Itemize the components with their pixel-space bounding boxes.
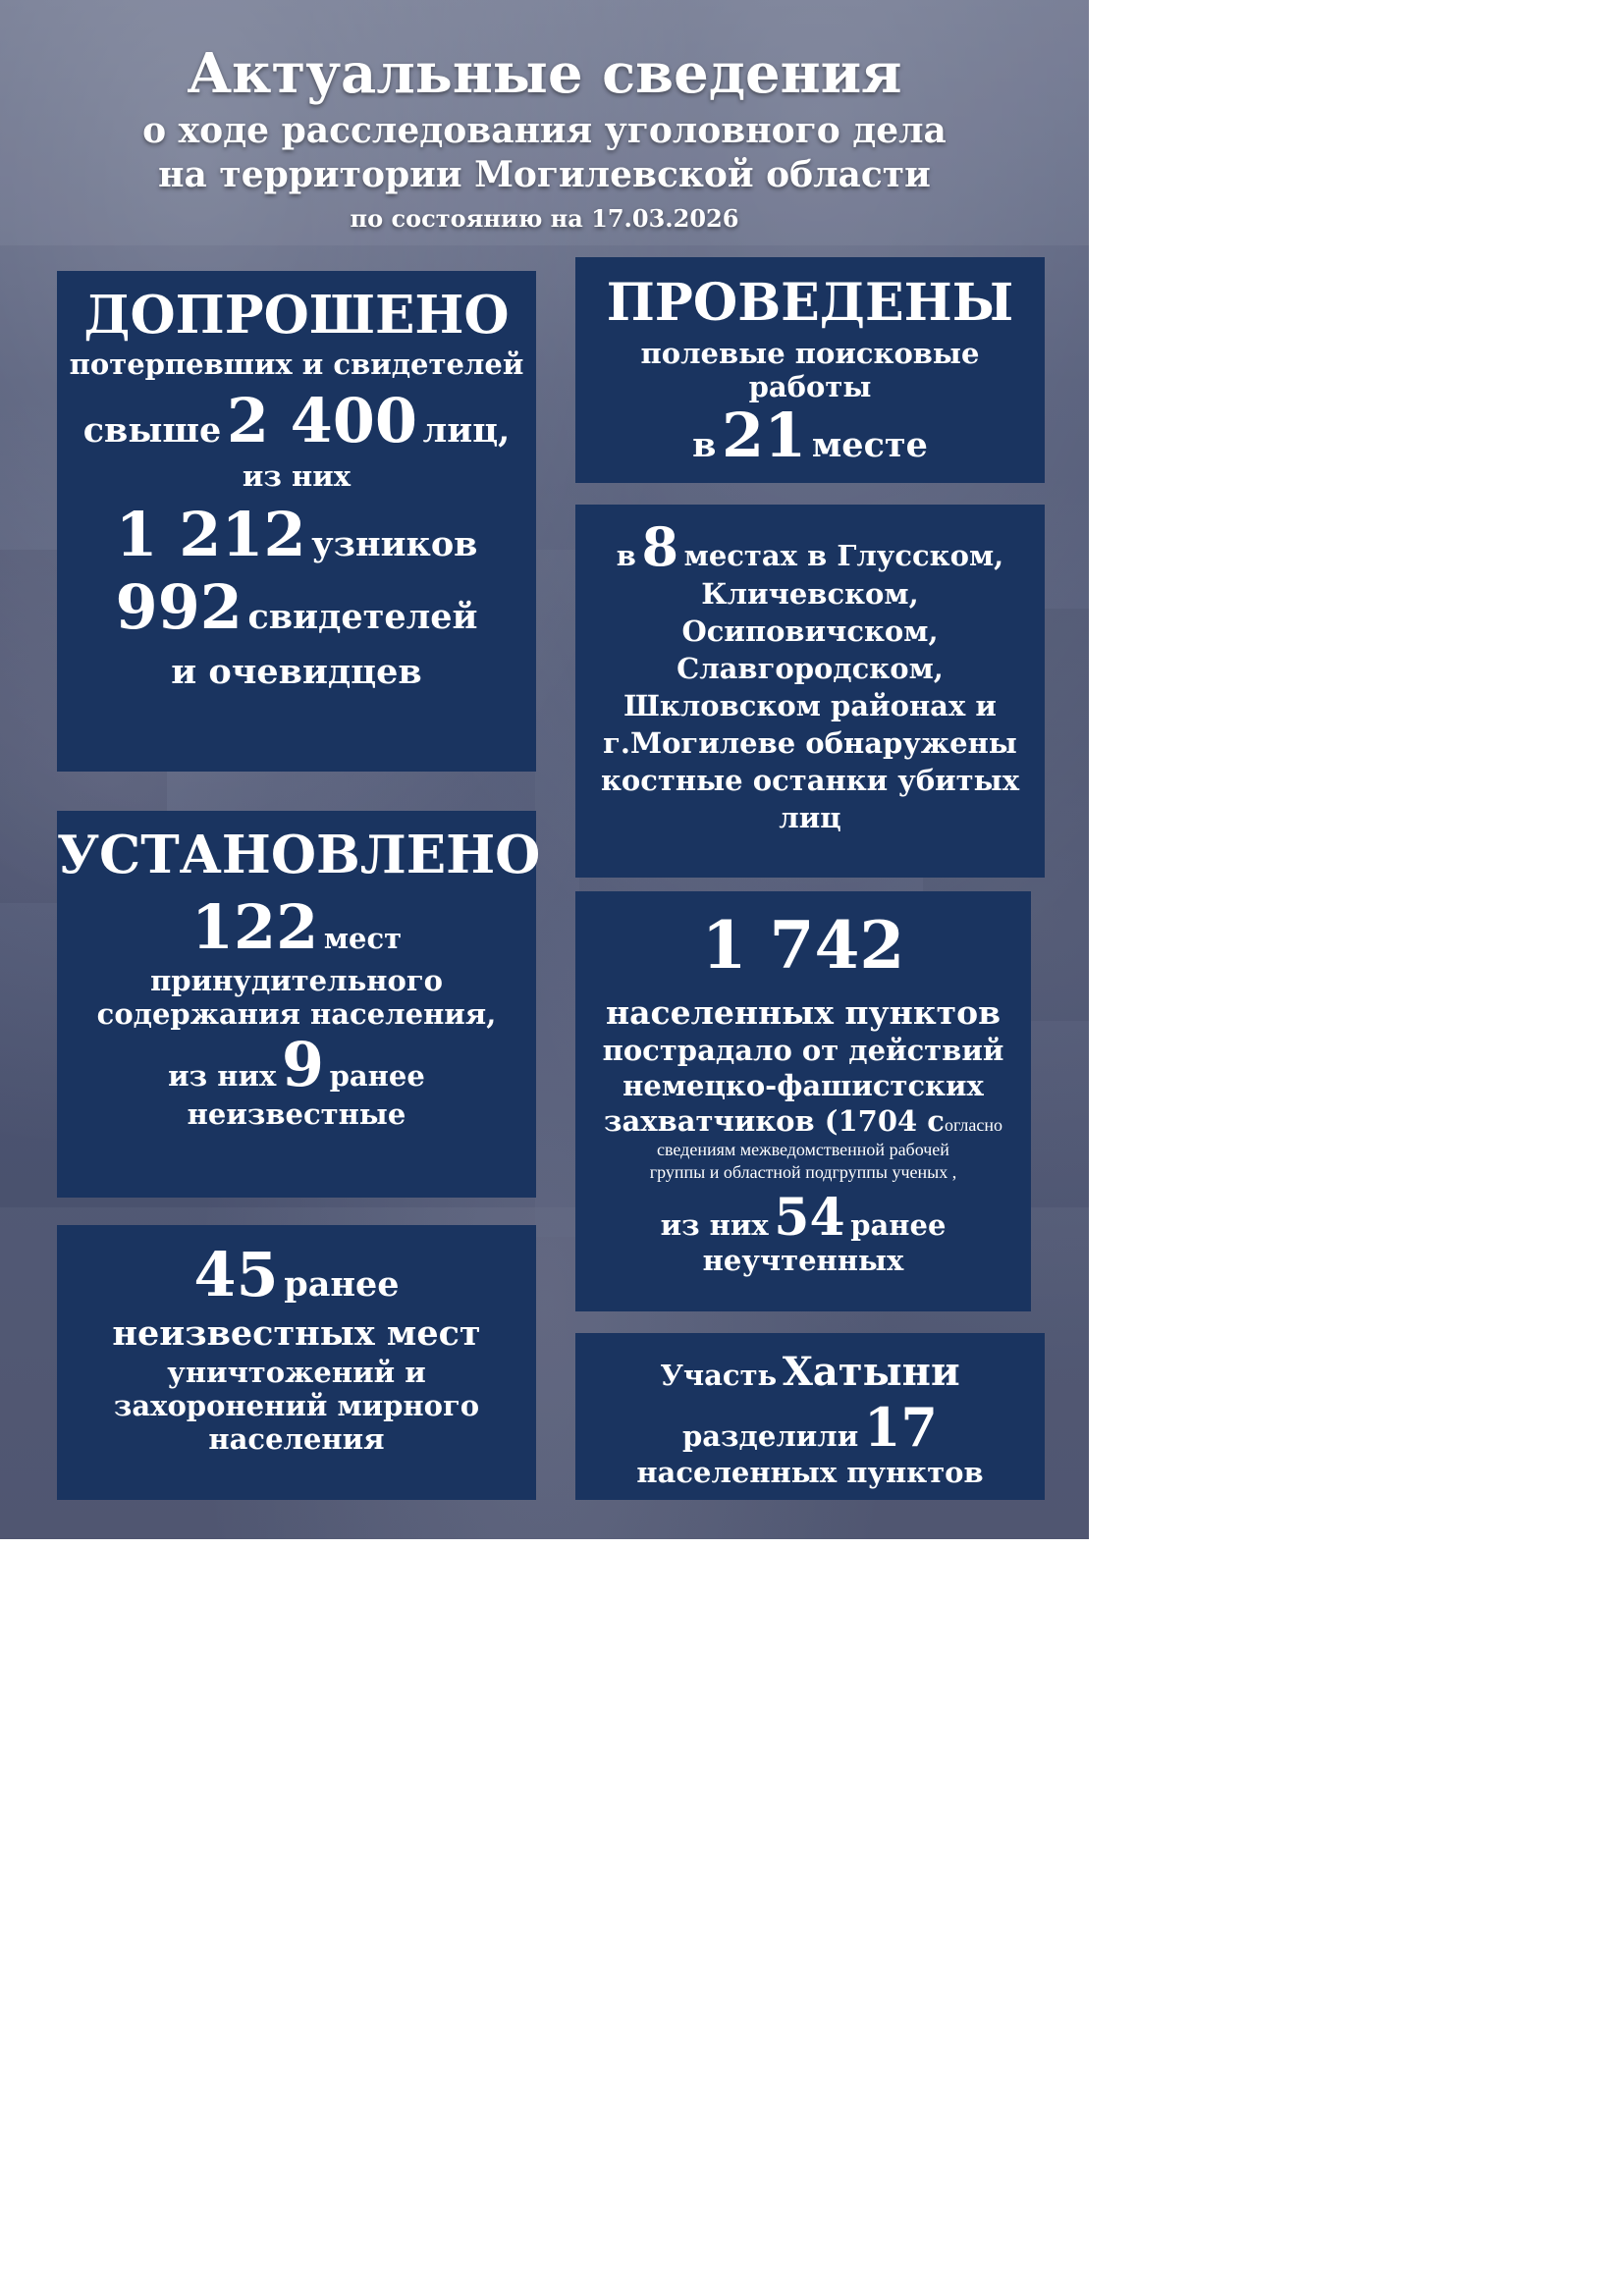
remains-line-6: г.Могилеве обнаружены (603, 726, 1017, 760)
extermination-line-4: захоронений мирного (113, 1389, 480, 1422)
unknown-places-count: из них 9 ранее (168, 1029, 425, 1100)
extermination-line-2: неизвестных мест (112, 1313, 481, 1354)
detention-line-2: принудительного (150, 964, 443, 997)
report-date: по состоянию на 17.03.2026 (350, 204, 739, 233)
infographic-page (0, 0, 1089, 1539)
detention-line-3: содержания населения, (96, 997, 497, 1031)
search-works-heading: ПРОВЕДЕНЫ (606, 273, 1014, 333)
page-subtitle-1: о ходе расследования уголовного дела (142, 110, 947, 151)
extermination-sites-count: 45 ранее (193, 1239, 400, 1310)
settlements-line-4: немецко-фашистских (623, 1069, 984, 1102)
settlements-affected-panel (575, 891, 1031, 1311)
interrogated-total: свыше 2 400 лиц, (82, 385, 511, 456)
remains-line-3: Осиповичском, (681, 614, 939, 648)
unregistered-settlements-label: неучтенных (702, 1244, 904, 1277)
remains-line-5: Шкловском районах и (623, 689, 997, 722)
established-panel (57, 811, 541, 1198)
extermination-line-3: уничтожений и (167, 1356, 426, 1389)
interrogated-subheading: потерпевших и свидетелей (69, 347, 524, 381)
settlements-line-5: захватчиков (1704 согласно (603, 1104, 1002, 1138)
settlements-affected-count: 1 742 (701, 907, 905, 984)
unregistered-settlements-count: из них 54 ранее (660, 1188, 947, 1248)
extermination-sites-panel (57, 1225, 536, 1500)
witnesses-count: 992 свидетелей (115, 571, 478, 643)
settlements-line-2: населенных пунктов (605, 993, 1001, 1032)
remains-line-2: Кличевском, (701, 577, 919, 611)
prisoners-count: 1 212 узников (115, 499, 478, 570)
eyewitnesses-label: и очевидцев (171, 652, 422, 692)
page-title: Актуальные сведения (187, 41, 902, 106)
remains-line-8: лиц (779, 801, 841, 834)
khatyn-fate-line-1: Участь Хатыни (660, 1349, 960, 1395)
remains-places-count: в 8 местах в Глусском, (616, 515, 1004, 578)
search-works-line-2: работы (748, 370, 872, 403)
search-works-panel (575, 257, 1045, 483)
interrogated-panel (57, 271, 536, 772)
established-heading: УСТАНОВЛЕНО (57, 825, 541, 885)
remains-found-panel (575, 505, 1045, 878)
page-subtitle-2: на территории Могилевской области (158, 154, 931, 195)
settlements-line-3: пострадало от действий (602, 1034, 1004, 1067)
remains-line-7: костные останки убитых (600, 764, 1020, 797)
interrogated-heading: ДОПРОШЕНО (83, 285, 510, 346)
khatyn-fate-panel (575, 1333, 1045, 1500)
khatyn-fate-line-3: населенных пунктов (636, 1456, 984, 1489)
settlements-line-7: группы и областной подгруппы ученых , (649, 1162, 957, 1182)
remains-line-4: Славгородском, (677, 652, 944, 685)
search-works-line-1: полевые поисковые (640, 337, 980, 370)
unknown-places-label: неизвестные (187, 1097, 406, 1131)
search-works-count: в 21 месте (692, 400, 928, 471)
extermination-line-5: населения (208, 1422, 385, 1456)
khatyn-fate-count: разделили 17 (681, 1396, 938, 1459)
detention-places-count: 122 мест (190, 891, 403, 963)
settlements-line-6: сведениям межведомственной рабочей (657, 1140, 949, 1159)
interrogated-of-them: из них (242, 459, 352, 493)
